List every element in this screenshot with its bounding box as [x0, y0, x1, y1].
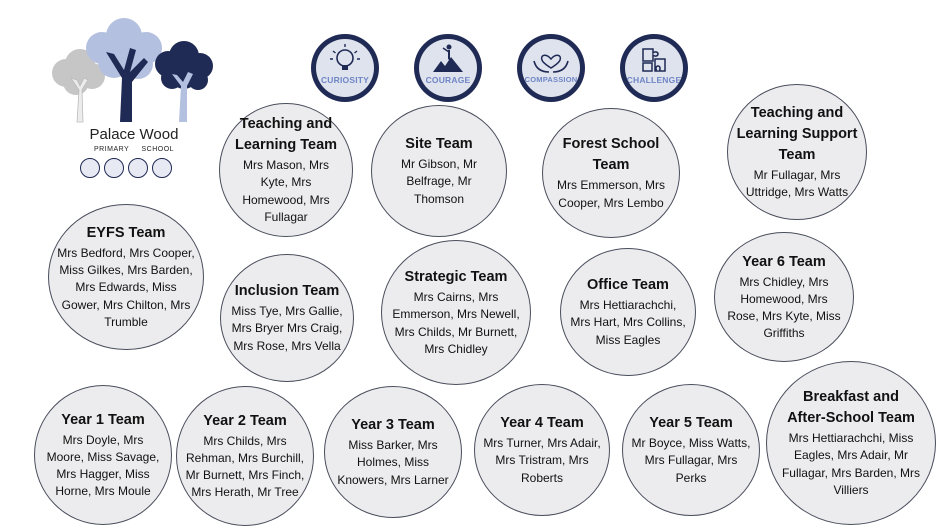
team-strategic — [381, 240, 531, 385]
compassion-badge — [517, 34, 585, 102]
subtitle-primary: PRIMARY — [93, 146, 130, 153]
team-members: Mr Fullagar, Mrs Uttridge, Mrs Watts — [745, 167, 849, 200]
mini-challenge-icon — [152, 158, 172, 178]
team-forest-school — [542, 108, 680, 238]
subtitle-school: SCHOOL — [141, 146, 175, 153]
team-title: Year 3 Team — [351, 417, 435, 434]
challenge-badge — [620, 34, 688, 102]
mini-compassion-icon — [128, 158, 148, 178]
team-members: Mrs Chidley, Mrs Homewood, Mrs Rose, Mrs Kyte, Miss Griffiths — [727, 274, 841, 341]
team-year-1 — [34, 385, 172, 525]
value-word-curiosity: CURIOSITY — [320, 75, 370, 85]
school-logo — [44, 18, 224, 183]
team-members: Mrs Emmerson, Mrs Cooper, Mrs Lembo — [557, 178, 665, 210]
team-title: Breakfast and After-School Team — [787, 389, 915, 427]
team-year-2 — [176, 386, 314, 526]
team-members: Mrs Mason, Mrs Kyte, Mrs Homewood, Mrs Fullagar — [242, 158, 330, 224]
school-name: Palace Wood — [89, 126, 179, 143]
puzzle-icon — [625, 39, 683, 97]
team-teaching-and-learning-support — [727, 84, 867, 220]
team-members: Miss Barker, Mrs Holmes, Miss Knowers, Mrs Larner — [337, 438, 449, 487]
team-title: Teaching and Learning Team — [234, 116, 338, 154]
trees-logo-icon — [44, 18, 224, 128]
climber-icon — [419, 39, 477, 97]
value-word-compassion: COMPASSION — [524, 75, 578, 84]
team-members: Mrs Hettiarachchi, Miss Eagles, Mrs Adair, Mr Fullagar, Mrs Barden, Mrs Villiers — [781, 431, 921, 497]
team-title: Teaching and Learning Support Team — [736, 104, 858, 163]
team-breakfast-and-after-school — [766, 361, 936, 525]
school-subtitle — [44, 146, 224, 153]
team-year-6 — [714, 232, 854, 362]
team-title: Office Team — [587, 277, 669, 294]
team-title: Site Team — [405, 136, 473, 153]
team-members: Mrs Cairns, Mrs Emmerson, Mrs Newell, Mrs Childs, Mr Burnett, Mrs Chidley — [392, 290, 520, 356]
team-year-4 — [474, 384, 610, 516]
team-teaching-and-learning — [219, 103, 353, 237]
curiosity-badge — [311, 34, 379, 102]
team-title: Year 1 Team — [61, 411, 145, 428]
team-inclusion — [220, 254, 354, 382]
courage-badge — [414, 34, 482, 102]
value-word-courage: COURAGE — [425, 75, 471, 85]
team-members: Mrs Doyle, Mrs Moore, Miss Savage, Mrs Hagger, Miss Horne, Mrs Moule — [46, 432, 160, 499]
team-eyfs — [48, 204, 204, 350]
team-year-5 — [622, 384, 760, 516]
mini-courage-icon — [104, 158, 124, 178]
team-members: Mrs Childs, Mrs Rehman, Mrs Burchill, Mr Burnett, Mrs Finch, Mrs Herath, Mr Tree — [185, 433, 305, 500]
team-title: EYFS Team — [86, 225, 166, 242]
team-members: Mrs Hettiarachchi, Mrs Hart, Mrs Collins, Miss Eagles — [570, 298, 686, 347]
team-title: Strategic Team — [404, 269, 508, 286]
team-members: Mr Boyce, Miss Watts, Mrs Fullagar, Mrs Perks — [631, 436, 751, 485]
team-title: Year 4 Team — [500, 415, 584, 432]
team-members: Mr Gibson, Mr Belfrage, Mr Thomson — [400, 157, 477, 206]
hands-heart-icon — [522, 39, 580, 97]
team-site — [371, 105, 507, 237]
team-office — [560, 248, 696, 376]
mini-curiosity-icon — [80, 158, 100, 178]
team-members: Miss Tye, Mrs Gallie, Mrs Bryer Mrs Craig, Mrs Rose, Mrs Vella — [231, 304, 343, 353]
logo-value-badges — [80, 158, 172, 178]
team-title: Year 5 Team — [649, 415, 733, 432]
team-year-3 — [324, 386, 462, 518]
team-members: Mrs Turner, Mrs Adair, Mrs Tristram, Mrs Roberts — [483, 436, 601, 485]
team-title: Year 2 Team — [203, 412, 287, 429]
team-title: Year 6 Team — [742, 253, 826, 270]
value-word-challenge: CHALLENGE — [626, 75, 682, 85]
lightbulb-icon — [316, 39, 374, 97]
team-title: Inclusion Team — [234, 283, 340, 300]
team-members: Mrs Bedford, Mrs Cooper, Miss Gilkes, Mrs Barden, Mrs Edwards, Miss Gower, Mrs Chilton, Mrs Trumble — [57, 246, 195, 329]
team-title: Forest School Team — [562, 136, 660, 174]
